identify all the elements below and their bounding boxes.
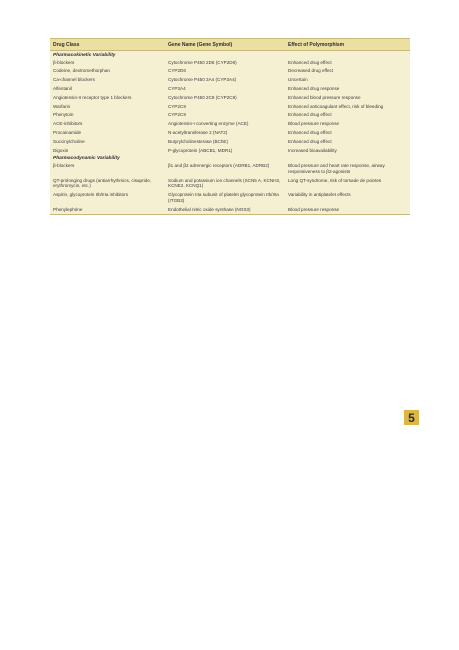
cell-gene-name: CYP2D6 bbox=[168, 68, 186, 74]
table-row bbox=[50, 205, 410, 214]
table-row bbox=[50, 191, 410, 205]
cell-drug-class: Phenylephrine bbox=[53, 206, 83, 212]
table-row bbox=[50, 93, 410, 102]
cell-drug-class: Phenytoin bbox=[53, 112, 74, 118]
cell-effect: Enhanced drug effect bbox=[288, 138, 332, 144]
cell-effect: Enhanced drug effect bbox=[288, 59, 332, 65]
cell-gene-name: P-glycoprotein (ABCB1, MDR1) bbox=[168, 147, 233, 153]
cell-gene-name: Cytochrome P450 2C9 (CYP2C9) bbox=[168, 94, 237, 100]
cell-gene-name: CYP3A4 bbox=[168, 86, 186, 92]
cell-drug-class: ACE-inhibitors bbox=[53, 121, 83, 127]
cell-drug-class: β-blockers bbox=[53, 163, 75, 169]
cell-effect: Enhanced blood pressure response bbox=[288, 94, 361, 100]
cell-gene-name: Angiotensin-I converting enzyme (ACE) bbox=[168, 121, 249, 127]
cell-effect: Enhanced drug response bbox=[288, 86, 340, 92]
cell-drug-class: Aspirin, glycoprotein IIb/IIIa inhibitors bbox=[53, 192, 129, 198]
cell-gene-name: CYP2C9 bbox=[168, 103, 186, 109]
cell-effect: Enhanced anticoagulant effect, risk of bleeding bbox=[288, 103, 384, 109]
cell-effect: Enhanced drug effect bbox=[288, 112, 332, 118]
cell-effect: Blood pressure response bbox=[288, 206, 340, 212]
table-row bbox=[50, 128, 410, 137]
table-row bbox=[50, 176, 410, 190]
cell-effect: Increased bioavailability bbox=[288, 147, 337, 153]
table-row bbox=[50, 146, 410, 155]
header-effect: Effect of Polymorphism bbox=[288, 41, 345, 48]
cell-effect: Uncertain bbox=[288, 77, 308, 83]
cell-drug-class: β-blockers bbox=[53, 59, 75, 65]
table-row bbox=[50, 67, 410, 76]
page-number-badge: 5 bbox=[404, 410, 419, 425]
cell-drug-class: Alfentanil bbox=[53, 86, 72, 92]
cell-drug-class: Codeine, dextromethorphan bbox=[53, 68, 110, 74]
cell-gene-name: β1 and β2 adrenergic receptors (ADRB1, ADRB2) bbox=[168, 163, 270, 169]
table-row bbox=[50, 102, 410, 111]
cell-gene-name: Glycoprotein IIIa subunit of platelet glycoprotein IIb/IIIa (ITGB3) bbox=[168, 192, 279, 203]
table-row bbox=[50, 120, 410, 129]
cell-effect: Enhanced drug effect bbox=[288, 129, 332, 135]
cell-drug-class: Ca-channel blockers bbox=[53, 77, 95, 83]
drug-polymorphism-table bbox=[50, 38, 410, 215]
cell-gene-name: Endothelial nitric oxide synthase (NOS3) bbox=[168, 206, 251, 212]
cell-gene-name: Butyrylcholinesterase (BChE) bbox=[168, 138, 228, 144]
cell-gene-name: Sodium and potassium ion channels (SCN5 A, KCNH2, KCNE2, KCNQ1) bbox=[168, 177, 281, 189]
cell-drug-class: Procainamide bbox=[53, 129, 82, 135]
cell-gene-name: N-acetyltransferase 2 (NAT2) bbox=[168, 129, 228, 135]
table-body bbox=[50, 51, 410, 215]
section-title: Pharmacodynamic Variability bbox=[53, 156, 120, 162]
table-row bbox=[50, 58, 410, 67]
cell-drug-class: Angiotensin-II receptor type 1 blockers bbox=[53, 94, 132, 100]
section-title: Pharmacokinetic Variability bbox=[53, 52, 116, 58]
table-row bbox=[50, 111, 410, 120]
cell-gene-name: Cytochrome P450 2D6 (CYP2D6) bbox=[168, 59, 237, 65]
cell-effect: Variability in antiplatelet effects bbox=[288, 192, 351, 198]
cell-effect: Blood pressure and heart rate response, airway responsiveness to β2-agonists bbox=[288, 163, 385, 174]
header-gene-name: Gene Name (Gene Symbol) bbox=[168, 41, 233, 48]
table-header-row bbox=[50, 39, 410, 51]
cell-effect: Decreased drug effect bbox=[288, 68, 334, 74]
header-drug-class: Drug Class bbox=[53, 41, 80, 48]
cell-drug-class: Digoxin bbox=[53, 147, 69, 153]
cell-gene-name: Cytochrome P450 3A4 (CYP3A4) bbox=[168, 77, 237, 83]
cell-gene-name: CYP2C9 bbox=[168, 112, 186, 118]
cell-drug-class: Warfarin bbox=[53, 103, 71, 109]
table-row bbox=[50, 162, 410, 176]
cell-drug-class: QT-prolonging drugs (antiarrhythmics, cisapride, erythromycin, etc.) bbox=[53, 177, 152, 189]
table-row bbox=[50, 84, 410, 93]
cell-effect: Long QT-syndrome, risk of torsade de pointes bbox=[288, 177, 382, 183]
cell-effect: Blood pressure response bbox=[288, 121, 340, 127]
cell-drug-class: Succinylcholine bbox=[53, 138, 85, 144]
table-row bbox=[50, 76, 410, 85]
table-row bbox=[50, 137, 410, 146]
